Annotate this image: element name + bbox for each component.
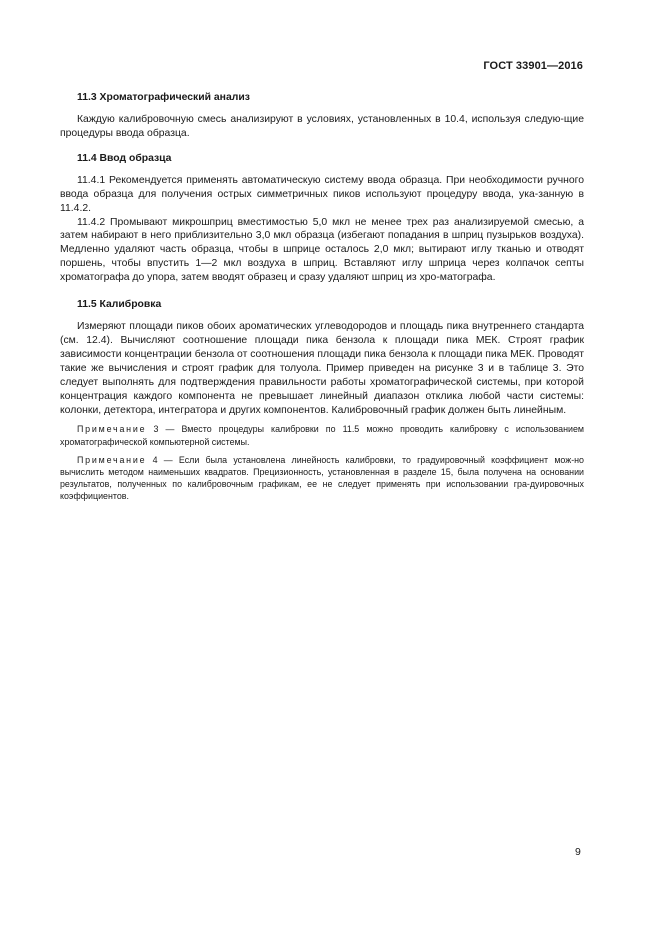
paragraph-11-5: Измеряют площади пиков обоих ароматических углеводородов и площадь пика внутреннего стандарта (см. 12.4). Вычисляют соотношение площади пика бензола к площади пика МЕК. Строят график зависимости концентрации бензола от соотношения площади пика бензола к площади пика МЕК. Проводят такие же вычисления и строят график для толуола. Пример приведен на рисунке 3 и в таблице 3. Это следует выполнять для подтверждения правильности работы хроматографической системы, при которой концентрация каждого компонента не превышает линейный диапазон отклика любой части системы: колонки, детектора, интегратора и других компонентов. Калибровочный график должен быть линейным. xyxy=(60,321,584,416)
note-3-text: 3 — Вместо процедуры калибровки по 11.5 можно проводить калибровку с использованием хроматографической компьютерной системы. xyxy=(60,424,584,447)
note-4-text: 4 — Если была установлена линейность калибровки, то градуировочный коэффициент мож-но вычислить методом наименьших квадратов. Прецизионность, установленная в разделе 15, была получена на основании результатов, полученных по калибровочным графикам, ее не следует применять при использовании гра-дуировочных коэффициентов. xyxy=(60,454,584,501)
paragraph-11-3: Каждую калибровочную смесь анализируют в условиях, установленных в 10.4, используя следую-щие процедуры ввода образца. xyxy=(60,114,584,139)
document-body xyxy=(60,91,584,502)
section-title-11-5: 11.5 Калибровка xyxy=(77,299,162,311)
note-4-label: Примечание xyxy=(77,454,147,465)
paragraph-11-4-2: 11.4.2 Промывают микрошприц вместимостью 5,0 мкл не менее трех раз анализируемой смесью, а затем набирают в него приблизительно 3,0 мкл образца (избегают попадания в шприц пузырьков воздуха). Медленно удаляют часть образца, чтобы в шприце осталось 2,0 мкл; вытирают иглу тканью и отводят поршень, чтобы впустить 1—2 мкл воздуха в шприц. Вставляют иглу шприца через колпачок септы хроматографа до упора, затем вводят образец и сразу удаляют шприц из хро-матографа. xyxy=(60,216,584,284)
note-4 xyxy=(60,454,584,502)
note-3-label: Примечание xyxy=(77,424,147,435)
paragraph-11-4-1: 11.4.1 Рекомендуется применять автоматическую систему ввода образца. При необходимости ручного ввода образца для получения острых симметричных пиков используют процедуру ввода, ука-занную в 11.4.2. xyxy=(60,174,584,214)
section-title-11-3: 11.3 Хроматографический анализ xyxy=(77,92,250,103)
page-number: 9 xyxy=(575,846,581,858)
standard-header: ГОСТ 33901—2016 xyxy=(483,60,583,72)
note-3 xyxy=(60,423,584,447)
section-title-11-4: 11.4 Ввод образца xyxy=(77,152,172,164)
